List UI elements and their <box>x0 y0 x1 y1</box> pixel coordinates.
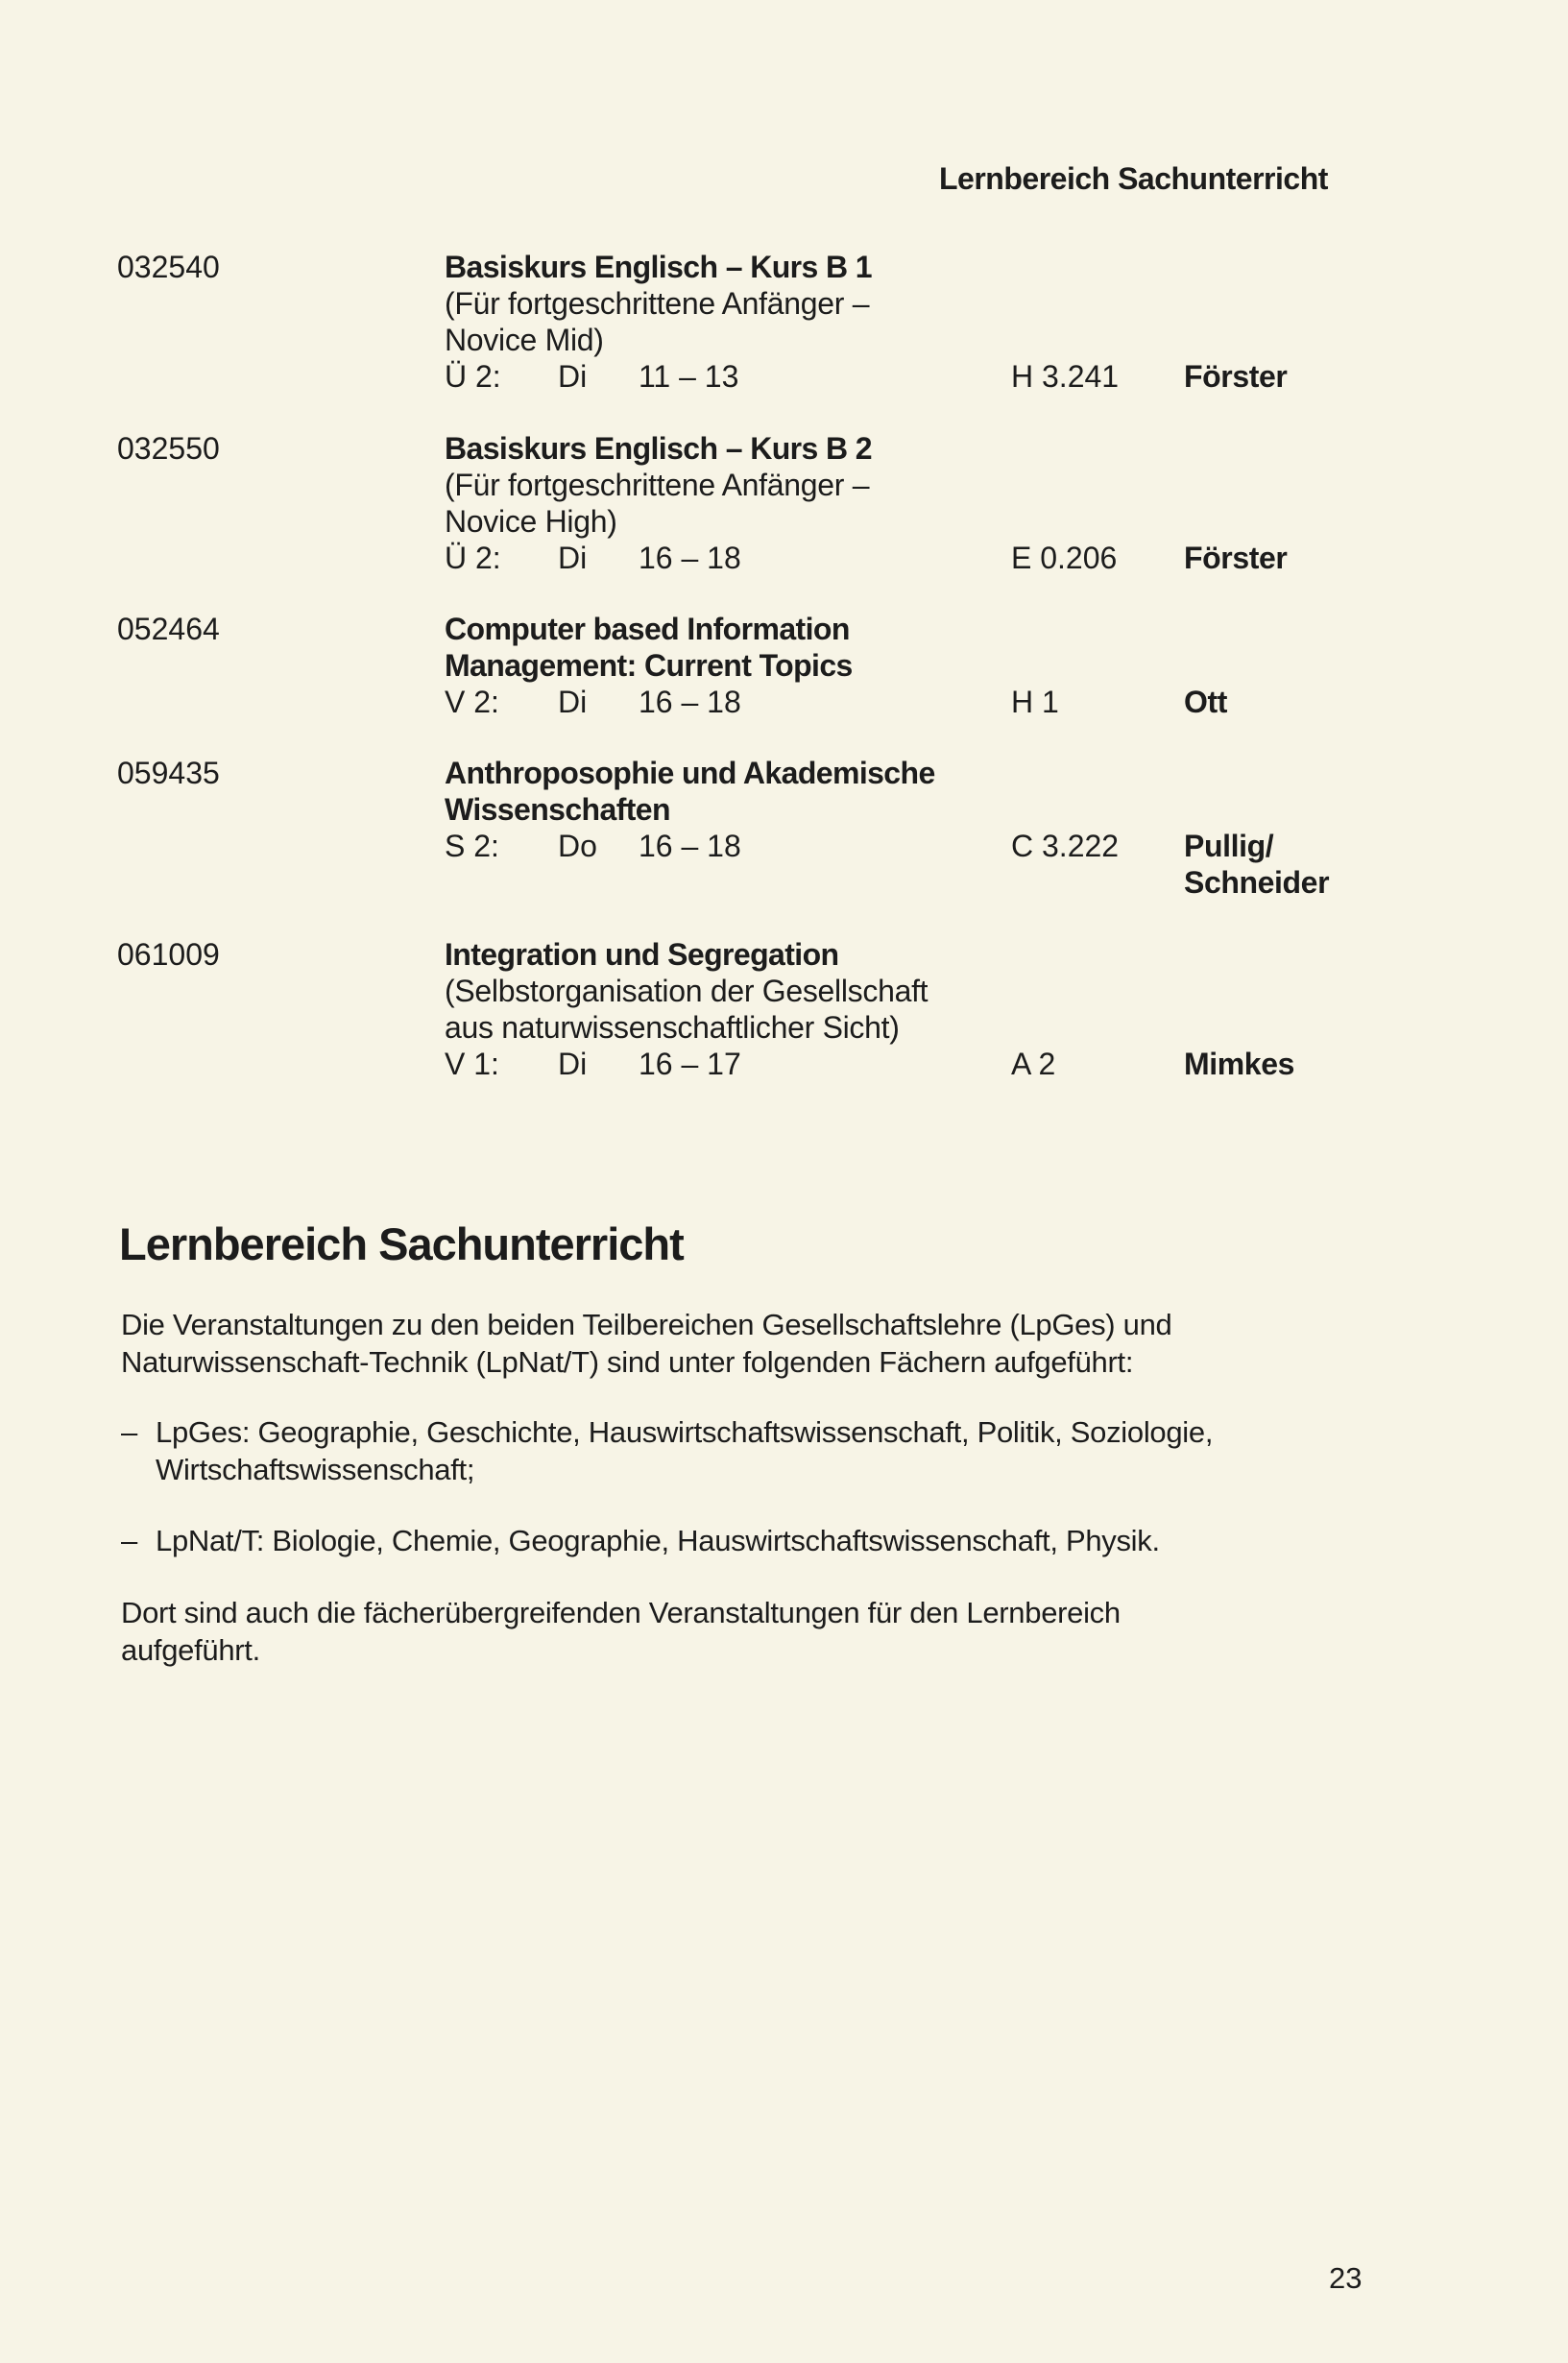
course-number: 059435 <box>117 756 220 790</box>
lecturer-name: Förster <box>1184 541 1288 575</box>
list-item-text <box>156 1413 1356 1488</box>
list-item-line: Wirtschaftswissenschaft; <box>156 1453 475 1486</box>
lecturer-name: Pullig/ <box>1184 829 1274 863</box>
bullet-dash: – <box>121 1524 137 1557</box>
course-time: 16 – 18 <box>639 541 741 575</box>
course-description-line: Novice High) <box>445 504 617 539</box>
lecturer-name: Schneider <box>1184 865 1330 900</box>
section-intro <box>121 1306 1331 1381</box>
course-title: Basiskurs Englisch – Kurs B 1 <box>445 250 873 284</box>
course-day: Do <box>558 829 597 863</box>
course-number: 032550 <box>117 431 220 466</box>
course-body <box>445 936 982 1082</box>
course-time: 16 – 17 <box>639 1047 741 1081</box>
course-type: Ü 2: <box>445 541 501 575</box>
outro-line: aufgeführt. <box>121 1633 260 1667</box>
list-item-text <box>156 1522 1356 1559</box>
course-day: Di <box>558 1047 588 1081</box>
course-body <box>445 755 982 864</box>
course-number: 052464 <box>117 612 220 646</box>
course-lecturer <box>1184 828 1405 901</box>
course-description-line: (Selbstorganisation der Gesellschaft <box>445 974 929 1008</box>
course-lecturer <box>1184 684 1405 720</box>
course-lecturer <box>1184 540 1405 576</box>
lecturer-name: Förster <box>1184 359 1288 394</box>
course-number: 061009 <box>117 937 220 972</box>
course-room: C 3.222 <box>1011 829 1120 863</box>
course-body <box>445 430 982 576</box>
course-description-line: (Für fortgeschrittene Anfänger – <box>445 286 870 321</box>
course-title-line: Computer based Information <box>445 612 850 646</box>
course-title: Integration und Segregation <box>445 937 839 972</box>
course-schedule <box>445 358 982 395</box>
course-lecturer <box>1184 1046 1405 1082</box>
course-schedule <box>445 1046 982 1082</box>
course-title: Basiskurs Englisch – Kurs B 2 <box>445 431 873 466</box>
course-room: H 1 <box>1011 685 1059 719</box>
course-title-line: Anthroposophie und Akademische <box>445 756 935 790</box>
bullet-dash: – <box>121 1415 137 1449</box>
lecturer-name: Mimkes <box>1184 1047 1294 1081</box>
course-title-line: Wissenschaften <box>445 792 670 827</box>
course-lecturer <box>1184 358 1405 395</box>
course-room: H 3.241 <box>1011 359 1120 394</box>
course-body <box>445 249 982 395</box>
course-type: V 1: <box>445 1047 499 1081</box>
page-number: 23 <box>1329 2261 1363 2295</box>
course-room: A 2 <box>1011 1047 1056 1081</box>
course-day: Di <box>558 685 588 719</box>
course-type: S 2: <box>445 829 499 863</box>
course-time: 11 – 13 <box>639 359 739 394</box>
section-outro <box>121 1594 1331 1669</box>
intro-line: Naturwissenschaft-Technik (LpNat/T) sind unter folgenden Fächern aufgeführt: <box>121 1345 1134 1379</box>
running-header: Lernbereich Sachunterricht <box>939 161 1328 196</box>
outro-line: Dort sind auch die fächerübergreifenden Veranstaltungen für den Lernbereich <box>121 1596 1121 1629</box>
course-time: 16 – 18 <box>639 829 741 863</box>
course-description-line: aus naturwissenschaftlicher Sicht) <box>445 1010 900 1045</box>
course-room: E 0.206 <box>1011 541 1118 575</box>
course-title-line: Management: Current Topics <box>445 648 853 683</box>
list-item-line: LpGes: Geographie, Geschichte, Hauswirtschaftswissenschaft, Politik, Soziologie, <box>156 1415 1214 1449</box>
course-day: Di <box>558 541 588 575</box>
course-day: Di <box>558 359 588 394</box>
course-time: 16 – 18 <box>639 685 741 719</box>
course-schedule <box>445 828 982 864</box>
course-type: Ü 2: <box>445 359 501 394</box>
section-title: Lernbereich Sachunterricht <box>119 1218 684 1269</box>
course-type: V 2: <box>445 685 499 719</box>
course-number: 032540 <box>117 250 220 284</box>
course-description-line: (Für fortgeschrittene Anfänger – <box>445 468 870 502</box>
course-schedule <box>445 684 982 720</box>
list-item-line: LpNat/T: Biologie, Chemie, Geographie, Hauswirtschaftswissenschaft, Physik. <box>156 1524 1160 1557</box>
intro-line: Die Veranstaltungen zu den beiden Teilbereichen Gesellschaftslehre (LpGes) und <box>121 1308 1172 1341</box>
lecturer-name: Ott <box>1184 685 1228 719</box>
course-body <box>445 611 982 720</box>
course-schedule <box>445 540 982 576</box>
course-description-line: Novice Mid) <box>445 323 604 357</box>
